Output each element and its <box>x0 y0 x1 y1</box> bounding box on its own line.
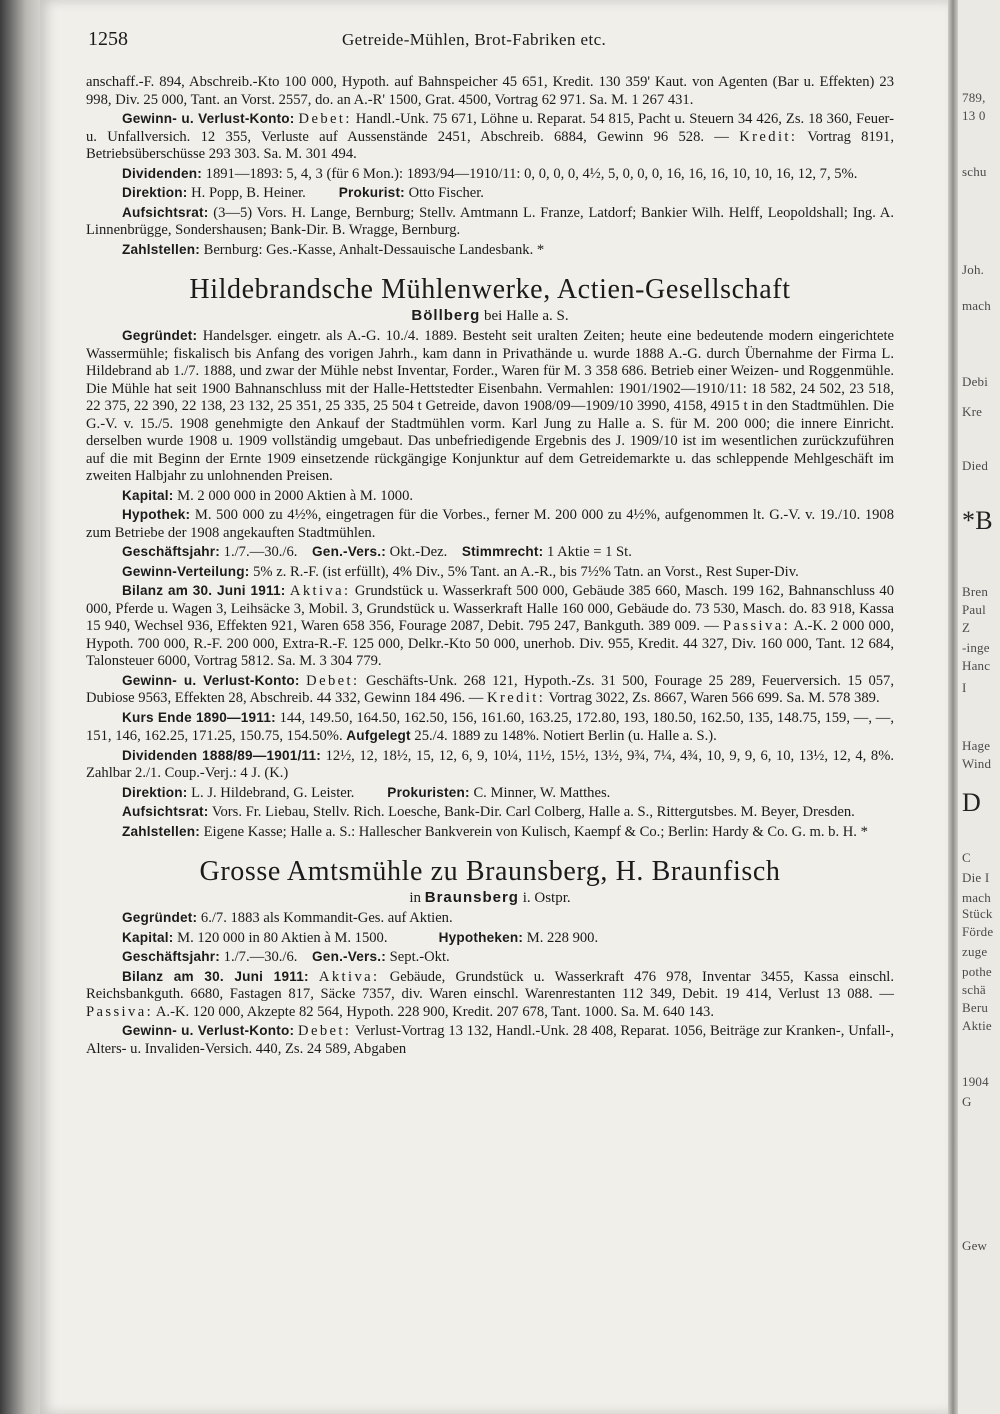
fiscal-year-entry <box>86 948 894 967</box>
field-label: Gegründet: <box>122 328 198 343</box>
field-text: Okt.-Dez. <box>389 544 448 560</box>
dividends-entry <box>86 165 894 184</box>
field-label: Zahlstellen: <box>122 823 200 839</box>
debit-label: Debet: <box>298 1023 352 1039</box>
location-rest: i. Ostpr. <box>522 890 571 906</box>
field-text: L. J. Hildebrand, G. Leister. <box>191 784 355 801</box>
liabilities-label: Passiva: <box>723 618 791 634</box>
profit-loss-entry <box>86 1022 894 1058</box>
field-text: Bernburg: Ges.-Kasse, Anhalt-Dessauische Landesbank. * <box>203 241 545 258</box>
neighbor-fragment: Bren <box>962 584 989 599</box>
neighbor-fragment: Hage <box>962 738 991 753</box>
field-label: Gewinn- u. Verlust-Konto: <box>122 672 300 688</box>
field-label: Gewinn- u. Verlust-Konto: <box>122 1023 295 1038</box>
balance-sheet-entry <box>86 968 894 1022</box>
scan-binding-edge <box>0 0 44 1414</box>
field-label: Gen.-Vers.: <box>312 544 387 559</box>
management-entry <box>86 784 894 803</box>
neighbor-fragment: Hanc <box>962 658 991 673</box>
field-label: Kapital: <box>122 929 174 945</box>
neighbor-fragment: Z <box>962 620 971 635</box>
field-label: Direktion: <box>122 784 188 800</box>
neighbor-fragment: Died <box>962 458 989 473</box>
neighbor-fragment: Paul <box>962 602 986 617</box>
adjacent-page-fragment <box>958 0 1000 1414</box>
supervisory-board-entry <box>86 204 894 240</box>
founded-entry <box>86 327 894 486</box>
field-label: Kurs Ende 1890—1911: <box>122 709 276 725</box>
field-text: Zahlbar 2./1. Coup.-Verj.: 4 J. (K.) <box>86 765 289 781</box>
field-label: Prokurist: <box>338 185 405 200</box>
company-location <box>86 889 894 907</box>
field-text: M. 120 000 in 80 Aktien à M. 1500. <box>177 929 388 946</box>
field-text: 1891—1893: 5, 4, 3 (für 6 Mon.): 1893/94—1910/11: 0, 0, 0, 0, 4½, 5, 0, 0, 0, 16, 16, 16, 10, 10, 16, 12, 7, 5%. <box>205 165 858 182</box>
field-text: Vortrag 8191, Betriebsüberschüsse 293 303. Sa. M. 301 494. <box>86 128 894 162</box>
neighbor-fragment: Förde <box>962 924 994 939</box>
field-text: Geschäfts-Unk. 268 121, Hypoth.-Zs. 31 500, Fourage 25 289, Feuerversich. 15 057, Dubiose 9563, Effekten 28, Abschreib. 44 332, Gewinn 184 496. — <box>86 672 894 706</box>
field-text: C. Minner, W. Matthes. <box>473 784 611 801</box>
location-prefix: in <box>409 890 422 906</box>
field-text: H. Popp, B. Heiner. <box>191 185 306 201</box>
field-text: Otto Fischer. <box>408 185 484 201</box>
neighbor-fragment: schä <box>962 982 986 997</box>
field-label: Prokuristen: <box>387 784 470 800</box>
neighbor-fragment: mach <box>962 298 991 313</box>
field-label: Gewinn- u. Verlust-Konto: <box>122 111 295 126</box>
field-text: A.-K. 2 000 000, Hypoth. 700 000, R.-F. 200 000, Extra-R.-F. 125 000, Delkr.-Kto 50 000, unerhob. Div. 955, Kredit. 44 327, Div. 160 000, Tant. 12 684, Talonsteuer 6000, Vortrag 5812. Sa. M. 3 304 779. <box>86 618 894 669</box>
field-label: Bilanz am 30. Juni 1911: <box>122 968 309 984</box>
mortgage-entry <box>86 506 894 542</box>
field-label: Hypotheken: <box>438 929 524 945</box>
field-label: Gegründet: <box>122 910 198 925</box>
company-title: Grosse Amtsmühle zu Braunsberg, H. Braunfisch <box>199 856 781 887</box>
field-text: Gebäude, Grundstück u. Wasserkraft 476 978, Inventar 3455, Kassa einschl. Reichsbankguth. 6680, Fastagen 817, Säcke 7357, div. Waren einschl. Warenrestanten 112 349, Debit. 19 414, Verlust 13 088. — <box>86 968 894 1002</box>
founded-entry <box>86 909 894 928</box>
field-label: Stimmrecht: <box>461 544 544 559</box>
profit-loss-entry <box>86 110 894 164</box>
field-label: Aufsichtsrat: <box>122 804 209 819</box>
field-text: Vors. Fr. Liebau, Stellv. Rich. Loesche, Bank-Dir. Carl Colberg, Halle a. S., Rittergutsbes. M. Beyer, Dresden. <box>211 804 855 820</box>
field-text: 1 Aktie = 1 St. <box>546 544 632 560</box>
balance-continuation: anschaff.-F. 894, Abschreib.-Kto 100 000, Hypoth. auf Bahnspeicher 45 651, Kredit. 130 359' Kaut. von Agenten (Bar u. Effekten) 23 998, Div. 25 000, Tant. an Vorst. 2557, do. an A.-R' 1500, Grat. 4500, Vortrag 62 971. Sa. M. 1 267 431. <box>86 74 894 108</box>
field-label: Direktion: <box>122 185 188 200</box>
paying-agents-entry <box>86 241 894 260</box>
field-text: M. 500 000 zu 4½%, eingetragen für die Vorbes., ferner M. 200 000 zu 4½%, aufgenommen lt. G.-V. v. 19./10. 1908 zum Betriebe der 1908 angekauften Stadtmühlen. <box>86 507 895 541</box>
neighbor-fragment: zuge <box>962 944 988 959</box>
field-text: 1./7.—30./6. <box>223 949 298 965</box>
credit-label: Kredit: <box>487 690 546 706</box>
company-location <box>86 307 894 325</box>
field-label: Hypothek: <box>122 507 191 522</box>
neighbor-fragment: 1904 <box>962 1074 989 1089</box>
field-text: Eigene Kasse; Halle a. S.: Hallescher Bankverein von Kulisch, Kaempf & Co.; Berlin: Hardy & Co. G. m. b. H. * <box>203 823 868 840</box>
field-text: 1./7.—30./6. <box>223 544 298 560</box>
page-number: 1258 <box>88 28 128 50</box>
field-label: Bilanz am 30. Juni 1911: <box>122 583 286 598</box>
assets-label: Aktiva: <box>289 583 351 599</box>
location-bold: Braunsberg <box>424 889 519 906</box>
neighbor-fragment: C <box>962 850 971 865</box>
field-text: 25./4. 1889 zu 148%. Notiert Berlin (u. Halle a. S.). <box>414 728 717 744</box>
fiscal-year-entry <box>86 543 894 562</box>
neighbor-fragment: Joh. <box>962 262 985 277</box>
field-label: Dividenden 1888/89—1901/11: <box>122 747 322 763</box>
field-text: Sept.-Okt. <box>389 949 450 965</box>
field-label: Geschäftsjahr: <box>122 949 220 964</box>
field-label: Aufgelegt <box>346 728 411 743</box>
field-text: (3—5) Vors. H. Lange, Bernburg; Stellv. Amtmann L. Franze, Latdorf; Bankier Wilh. Helff, Leopoldshall; Ing. A. Linnenbrügge, Sondershausen; Bank-Dir. B. Wragge, Bernburg. <box>86 204 894 238</box>
page-header <box>52 26 892 56</box>
field-text: Verlust-Vortrag 13 132, Handl.-Unk. 28 408, Reparat. 1056, Beiträge zur Kranken-, Unfall-, Alters- u. Invaliden-Versich. 440, Zs. 24 589, Abgaben <box>86 1023 895 1057</box>
neighbor-fragment: Die I <box>962 870 990 885</box>
field-text: A.-K. 120 000, Akzepte 82 564, Hypoth. 228 900, Kredit. 207 678, Tant. 1000. Sa. M. 640 143. <box>155 1003 714 1020</box>
paying-agents-entry <box>86 823 894 842</box>
neighbor-fragment: Wind <box>962 756 992 771</box>
previous-entry-continuation <box>86 74 894 259</box>
field-text: 12½, 12, 18½, 15, 12, 6, 9, 10¼, 11½, 15½, 13½, 9¾, 7¼, 4¾, 10, 9, 9, 6, 10, 13½, 12, 4, 8%. <box>325 747 894 764</box>
neighbor-fragment: schu <box>962 164 987 179</box>
neighbor-fragment: *B <box>962 506 993 535</box>
neighbor-fragment: Gew <box>962 1238 988 1253</box>
running-title: Getreide-Mühlen, Brot-Fabriken etc. <box>342 30 607 49</box>
field-text: 6./7. 1883 als Kommandit-Ges. auf Aktien. <box>200 910 453 926</box>
neighbor-fragment: Aktie <box>962 1018 992 1033</box>
management-entry <box>86 184 894 203</box>
neighbor-fragment: mach <box>962 890 991 905</box>
supervisory-board-entry <box>86 803 894 822</box>
credit-label: Kredit: <box>739 128 798 145</box>
profit-loss-entry <box>86 672 894 708</box>
field-label: Geschäftsjahr: <box>122 544 220 559</box>
location-rest: bei Halle a. S. <box>484 308 569 324</box>
neighbor-fragment: 13 0 <box>962 108 986 123</box>
neighbor-fragment: Stück <box>962 906 993 921</box>
field-label: Kapital: <box>122 487 174 503</box>
assets-label: Aktiva: <box>318 968 380 985</box>
location-bold: Böllberg <box>411 307 481 324</box>
field-label: Aufsichtsrat: <box>122 204 209 220</box>
profit-distribution-entry <box>86 563 894 582</box>
capital-entry <box>86 487 894 506</box>
neighbor-fragment: pothe <box>962 964 992 979</box>
dividends-entry <box>86 747 894 783</box>
neighbor-fragment: Debi <box>962 374 989 389</box>
page-gutter <box>948 0 958 1414</box>
neighbor-fragment: 789, <box>962 90 986 105</box>
field-text: Handelsger. eingetr. als A.-G. 10./4. 1889. Besteht seit uralten Zeiten; heute eine bedeutende modern eingerichtete Wassermühle; fiskalisch bis Anfang des vorigen Jahrh., kam dann in Privathände u. wurde 1888 A.-G. durch Übernahme der Firma L. Hildebrand ab 1./7. 1888, und zwar der Mühle nebst Inventar, Forder., Waren für M. 3 358 686. Betrieb einer Weizen- und Roggenmühle. Die Mühle hat seit 1900 Bahnanschluss mit der Halle-Hettstedter Eisenbahn. Vermahlen: 1901/1902—1910/11: 18 582, 24 502, 23 518, 22 375, 22 390, 22 138, 23 132, 25 351, 25 335, 25 504 t Getreide, davon 1908/09—1909/10 3990, 4158, 4915 t in den Stadtmühlen. Die G.-V. v. 15./5. 1908 genehmigte den Ankauf der Stadtmühlen vorm. Karl Jung zu Halle a. S. für M. 200 000; die innere Einricht. derselben wurde 1908 u. 1909 vollständig umgebaut. Das unbefriedigende Ergebnis des J. 1909/10 ist im wesentlichen zurückzuführen auf die mit Beginn der Ernte 1909 einsetzende rückgängige Konjunktur auf dem Getreidemarkte u. das schleppende Mehlgeschäft im zweiten Halbjahr zu unlohnenden Preisen. <box>86 328 894 484</box>
field-label: Dividenden: <box>122 165 202 181</box>
company-entry-hildebrand <box>86 273 894 841</box>
neighbor-fragment: -inge <box>962 640 990 655</box>
field-text: M. 2 000 000 in 2000 Aktien à M. 1000. <box>177 487 414 504</box>
company-title: Hildebrandsche Mühlenwerke, Actien-Gesellschaft <box>189 274 791 305</box>
debit-label: Debet: <box>298 111 352 127</box>
neighbor-fragment: G <box>962 1094 972 1109</box>
field-text: 5% z. R.-F. (ist erfüllt), 4% Div., 5% Tant. an A.-R., bis 7½% Tatn. an Vorst., Rest Super-Div. <box>253 563 799 580</box>
field-text: Grundstück u. Wasserkraft 500 000, Gebäude 385 660, Masch. 199 162, Bahnanschluss 40 000, Pferde u. Wagen 3, Leihsäcke 3, Mobil. 3, Grundstück u. Wasserkraft Halle 160 000, Gebäude do. 73 530, Masch. do. 83 918, Kassa 15 940, Wechsel 936, Effekten 921, Waren 658 356, Fourage 2087, Debit. 795 247, Bankguth. 389 009. — <box>86 583 894 634</box>
neighbor-fragment: D <box>962 788 981 817</box>
field-label: Gewinn-Verteilung: <box>122 563 250 579</box>
field-text: Vortrag 3022, Zs. 8667, Waren 566 699. Sa. M. 578 389. <box>548 690 880 706</box>
field-text: 144, 149.50, 164.50, 162.50, 156, 161.60, 163.25, 172.80, 193, 180.50, 162.50, 135, 148.75, 159, —, —, 151, 146, 162.25, 171.25, 150.75, 154.50%. <box>86 709 894 744</box>
capital-entry <box>86 929 894 948</box>
neighbor-fragment: Kre <box>962 404 983 419</box>
debit-label: Debet: <box>306 672 360 689</box>
liabilities-label: Passiva: <box>86 1003 154 1020</box>
balance-sheet-entry <box>86 582 894 671</box>
field-text: M. 228 900. <box>526 929 599 946</box>
neighbor-fragment: I <box>962 680 967 695</box>
field-label: Zahlstellen: <box>122 241 200 257</box>
share-price-entry <box>86 709 894 746</box>
field-text: Handl.-Unk. 75 671, Löhne u. Reparat. 54 815, Pacht u. Steuern 34 426, Zs. 18 360, Feuer- u. Unfallversich. 12 355, Verluste auf Aussenstände 2451, Abschreib. 6884, Gewinn 96 528. — <box>86 111 894 145</box>
neighbor-fragment: Beru <box>962 1000 989 1015</box>
field-label: Gen.-Vers.: <box>312 949 387 964</box>
page-content <box>86 74 894 1059</box>
company-entry-braunsberg <box>86 855 894 1058</box>
